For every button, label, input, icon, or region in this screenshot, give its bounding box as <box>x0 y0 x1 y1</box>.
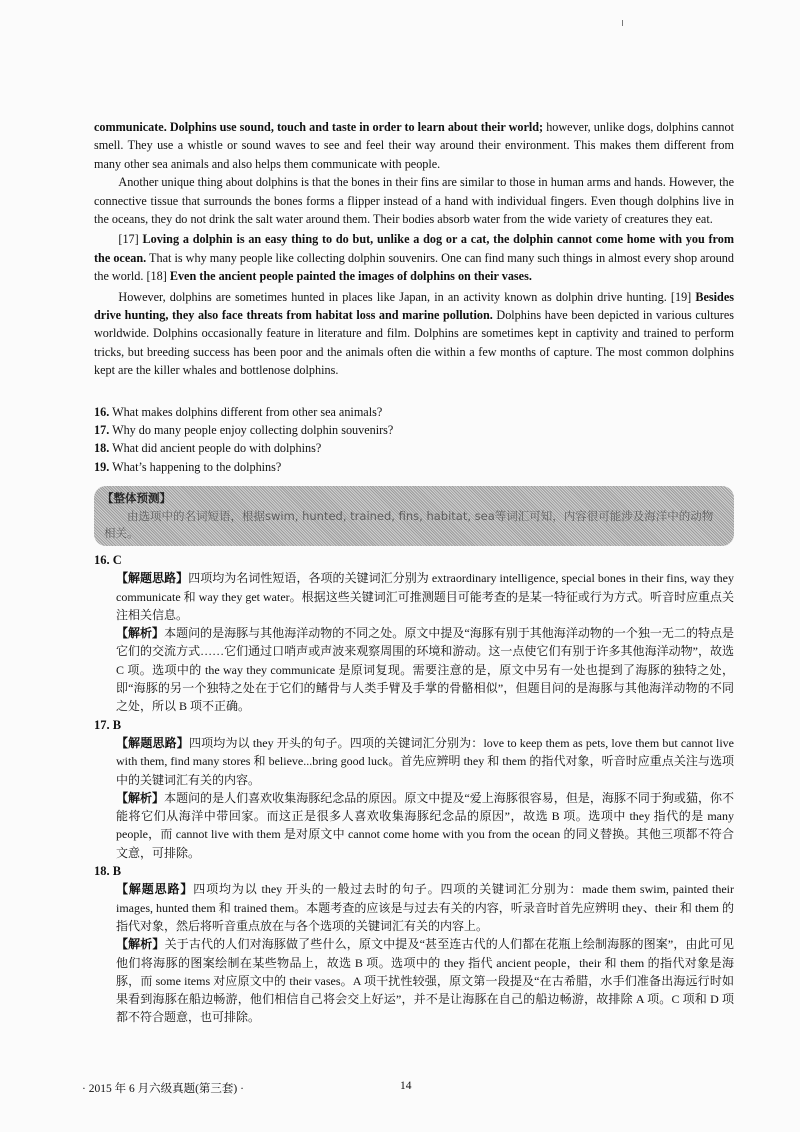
question-text: Why do many people enjoy collecting dolphin souvenirs? <box>112 423 394 438</box>
question-item <box>94 458 734 476</box>
question-marker-17: [17] <box>118 232 139 247</box>
bold-sentence-18: Even the ancient people painted the images of dolphins on their vases. <box>166 269 532 284</box>
question-item <box>94 421 734 439</box>
analysis-tag: 【解析】 <box>116 626 165 641</box>
question-number: 17. <box>94 423 110 438</box>
overview-heading: 【整体预测】 <box>102 491 171 505</box>
answer-analysis <box>94 624 734 715</box>
answer-analysis <box>94 935 734 1026</box>
question-number: 18. <box>94 441 110 456</box>
think-text: 四项均为名词性短语，各项的关键词汇分别为 extraordinary intelligence, special bones in their fins, way they communicate 和 way they get water。根据这些关键词汇可推测题目可能考查的是某一特征或行为方式。听音时应重点关注相关信息。 <box>116 571 734 622</box>
passage-paragraph-4 <box>94 288 734 380</box>
think-text: 四项均为以 they 开头的句子。四项的关键词汇分别为：love to keep them as pets, love them but cannot live with them, find many stores 和 believe...bring good luck。首先应辨明 they 和 them 的指代对象，听音时应重点关注与选项中的关键词汇有关的内容。 <box>116 735 734 787</box>
answer-section <box>94 551 734 1027</box>
question-item <box>94 439 734 457</box>
answer-number: 18. B <box>94 864 122 879</box>
answer-18 <box>94 862 734 1027</box>
analysis-tag: 【解析】 <box>116 937 165 952</box>
think-tag: 【解题思路】 <box>116 571 189 586</box>
passage <box>94 118 734 380</box>
question-list <box>94 403 734 476</box>
think-text: 四项均为以 they 开头的一般过去时的句子。四项的关键词汇分别为：made them swim, painted their images, hunted them 和 trained them。本题考查的应该是与过去有关的内容，听录音时首先应辨明 they、their 和 them 的指代对象，然后将听音重点放在与各个选项的关键词汇有关的内容上。 <box>116 882 734 933</box>
question-marker-19: [19] <box>670 289 692 304</box>
paragraph-text: That is why many people like collecting dolphin souvenirs. One can find many such things in almost every shop around the world. <box>94 250 734 284</box>
footer-source: · 2015 年 6 月六级真题(第三套) · <box>82 1083 244 1095</box>
overview-text: 由选项中的名词短语，根据swim, hunted, trained, fins, habitat, sea等词汇可知，内容很可能涉及海洋中的动物相关。 <box>104 509 714 540</box>
page-number: 14 <box>400 1080 412 1092</box>
answer-16 <box>94 551 734 716</box>
corner-mark <box>622 20 623 26</box>
bold-sentence: communicate. Dolphins use sound, touch and taste in order to learn about their world; <box>94 120 544 134</box>
question-number: 19. <box>94 459 110 474</box>
paragraph-text: however, unlike dogs, dolphins cannot smell. They use a whistle or sound waves to see and feel their way around their environment. This makes them different from many other sea animals and also helps them communicate with people. <box>94 120 734 171</box>
passage-paragraph-2: Another unique thing about dolphins is that the bones in their fins are similar to those in human arms and hands. However, the connective tissue that surrounds the bones forms a flipper instead of a hand with individual fingers. Even though dolphins live in the oceans, they do not drink the salt water around them. Their bodies absorb water from the wide variety of creatures they eat. <box>94 175 734 227</box>
answer-number: 16. C <box>94 553 122 567</box>
question-text: What makes dolphins different from other sea animals? <box>112 405 383 419</box>
think-tag: 【解题思路】 <box>116 882 194 897</box>
think-tag: 【解题思路】 <box>116 735 189 750</box>
analysis-text: 关于古代的人们对海豚做了些什么，原文中提及“甚至连古代的人们都在花瓶上绘制海豚的图案”，由此可见他们将海豚的图案绘制在某些物品上，故选 B 项。选项中的 they 指代 ancient people，their 和 them 的指代对象是海豚，而 some items 对应原文中的 their vases。A 项干扰性较强，原文第一段提及“在古希腊，水手们准备出海远行时如果看到海豚在船边畅游，他们相信自己将会交上好运”，并不是让海豚在自己的船边畅游，故排除 A 项。C 项和 D 项都不符合题意，也可排除。 <box>116 937 734 1025</box>
answer-analysis <box>94 789 734 862</box>
bold-sentence-19: Besides drive hunting, they also face threats from habitat loss and marine pollution. <box>94 289 734 323</box>
answer-number: 17. B <box>94 717 122 732</box>
question-item <box>94 403 734 421</box>
question-marker-18: [18] <box>146 269 167 284</box>
answer-think <box>94 880 734 935</box>
bold-sentence-17: Loving a dolphin is an easy thing to do but, unlike a dog or a cat, the dolphin cannot come home with you from the ocean. <box>94 232 734 265</box>
answer-17 <box>94 716 734 862</box>
answer-think <box>94 569 734 624</box>
question-text: What’s happening to the dolphins? <box>112 459 282 474</box>
answer-think <box>94 734 734 789</box>
analysis-tag: 【解析】 <box>116 790 165 805</box>
paragraph-text: Dolphins have been depicted in various cultures worldwide. Dolphins occasionally feature in literature and film. Dolphins are sometimes kept in captivity and trained to perform tricks, but breeding success has been poor and the animals often die within a few months of capture. The most common dolphins kept are the killer whales and bottlenose dolphins. <box>94 308 734 378</box>
passage-paragraph-1 <box>94 118 734 173</box>
passage-paragraph-3 <box>94 230 734 285</box>
paragraph-text: However, dolphins are sometimes hunted in places like Japan, in an activity known as dolphin drive hunting. <box>118 289 671 304</box>
question-number: 16. <box>94 405 110 419</box>
overview-box <box>94 486 734 546</box>
question-text: What did ancient people do with dolphins? <box>112 441 322 456</box>
analysis-text: 本题问的是人们喜欢收集海豚纪念品的原因。原文中提及“爱上海豚很容易，但是，海豚不同于狗或猫，你不能将它们从海洋中带回家。而这正是很多人喜欢收集海豚纪念品的原因”，故选 B 项。选项中 they 指代的是 many people，而 cannot live with them 是对原文中 cannot come home with you from the ocean 的同义替换。其他三项都不符合文意，可排除。 <box>116 790 734 860</box>
analysis-text: 本题问的是海豚与其他海洋动物的不同之处。原文中提及“海豚有别于其他海洋动物的一个独一无二的特点是它们的交流方式……它们通过口哨声或声波来观察周围的环境和游动。这一点使它们有别于许多其他海洋动物”，故选 C 项。选项中的 the way they communicate 是原词复现。需要注意的是，原文中另有一处也提到了海豚的独特之处，即“海豚的另一个独特之处在于它们的鳍骨与人类手臂及手掌的骨骼相似”，但题目问的是海豚与其他海洋动物的不同之处，所以 B 项不正确。 <box>116 626 734 714</box>
